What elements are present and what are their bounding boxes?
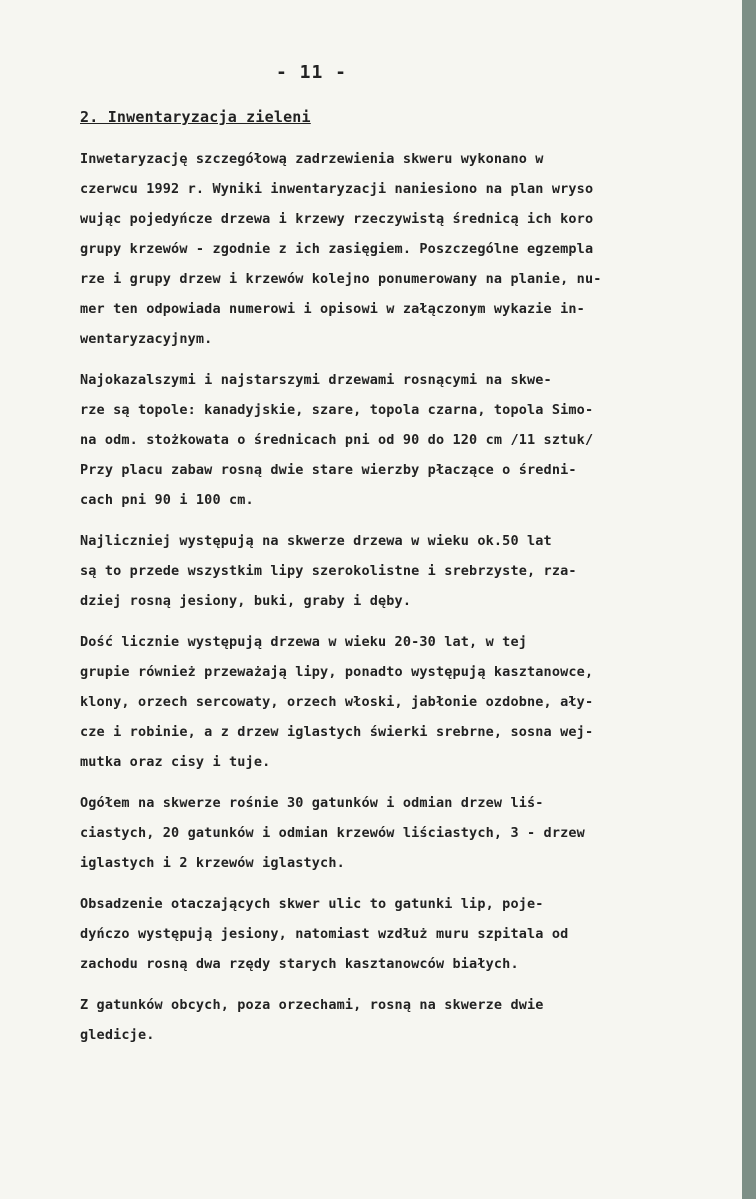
body-text — [80, 144, 740, 1061]
page-number: - 11 - — [276, 62, 348, 83]
text-line: ciastych, 20 gatunków i odmian krzewów liściastych, 3 - drzew — [80, 825, 585, 841]
text-line: Najokazalszymi i najstarszymi drzewami rosnącymi na skwe- — [80, 372, 552, 388]
text-line: dziej rosną jesiony, buki, graby i dęby. — [80, 593, 412, 609]
text-line: gledicje. — [80, 1027, 155, 1043]
text-line: Ogółem na skwerze rośnie 30 gatunków i odmian drzew liś- — [80, 795, 544, 811]
paragraph-7 — [80, 990, 740, 1050]
text-line: Obsadzenie otaczających skwer ulic to gatunki lip, poje- — [80, 896, 544, 912]
paragraph-1 — [80, 144, 740, 354]
page-edge — [742, 0, 756, 1199]
text-line: cze i robinie, a z drzew iglastych świerki srebrne, sosna wej- — [80, 724, 594, 740]
section-heading: 2. Inwentaryzacja zieleni — [80, 108, 311, 126]
paragraph-4 — [80, 627, 740, 777]
text-line: na odm. stożkowata o średnicach pni od 90 do 120 cm /11 sztuk/ — [80, 432, 594, 448]
text-line: Przy placu zabaw rosną dwie stare wierzby płaczące o średni- — [80, 462, 577, 478]
text-line: grupy krzewów - zgodnie z ich zasięgiem. Poszczególne egzempla — [80, 241, 594, 257]
paragraph-3 — [80, 526, 740, 616]
text-line: Inwetaryzację szczegółową zadrzewienia skweru wykonano w — [80, 151, 544, 167]
text-line: iglastych i 2 krzewów iglastych. — [80, 855, 345, 871]
text-line: rze i grupy drzew i krzewów kolejno ponumerowany na planie, nu- — [80, 271, 602, 287]
text-line: cach pni 90 i 100 cm. — [80, 492, 254, 508]
text-line: klony, orzech sercowaty, orzech włoski, jabłonie ozdobne, ały- — [80, 694, 594, 710]
text-line: Najliczniej występują na skwerze drzewa w wieku ok.50 lat — [80, 533, 552, 549]
text-line: wentaryzacyjnym. — [80, 331, 213, 347]
text-line: Dość licznie występują drzewa w wieku 20-30 lat, w tej — [80, 634, 527, 650]
text-line: Z gatunków obcych, poza orzechami, rosną na skwerze dwie — [80, 997, 544, 1013]
text-line: mutka oraz cisy i tuje. — [80, 754, 271, 770]
text-line: wując pojedyńcze drzewa i krzewy rzeczywistą średnicą ich koro — [80, 211, 594, 227]
paragraph-6 — [80, 889, 740, 979]
text-line: są to przede wszystkim lipy szerokolistne i srebrzyste, rza- — [80, 563, 577, 579]
text-line: dyńczo występują jesiony, natomiast wzdłuż muru szpitala od — [80, 926, 569, 942]
paragraph-5 — [80, 788, 740, 878]
paragraph-2 — [80, 365, 740, 515]
text-line: rze są topole: kanadyjskie, szare, topola czarna, topola Simo- — [80, 402, 594, 418]
text-line: czerwcu 1992 r. Wyniki inwentaryzacji naniesiono na plan wryso — [80, 181, 594, 197]
text-line: grupie również przeważają lipy, ponadto występują kasztanowce, — [80, 664, 594, 680]
text-line: mer ten odpowiada numerowi i opisowi w załączonym wykazie in- — [80, 301, 585, 317]
text-line: zachodu rosną dwa rzędy starych kasztanowców białych. — [80, 956, 519, 972]
